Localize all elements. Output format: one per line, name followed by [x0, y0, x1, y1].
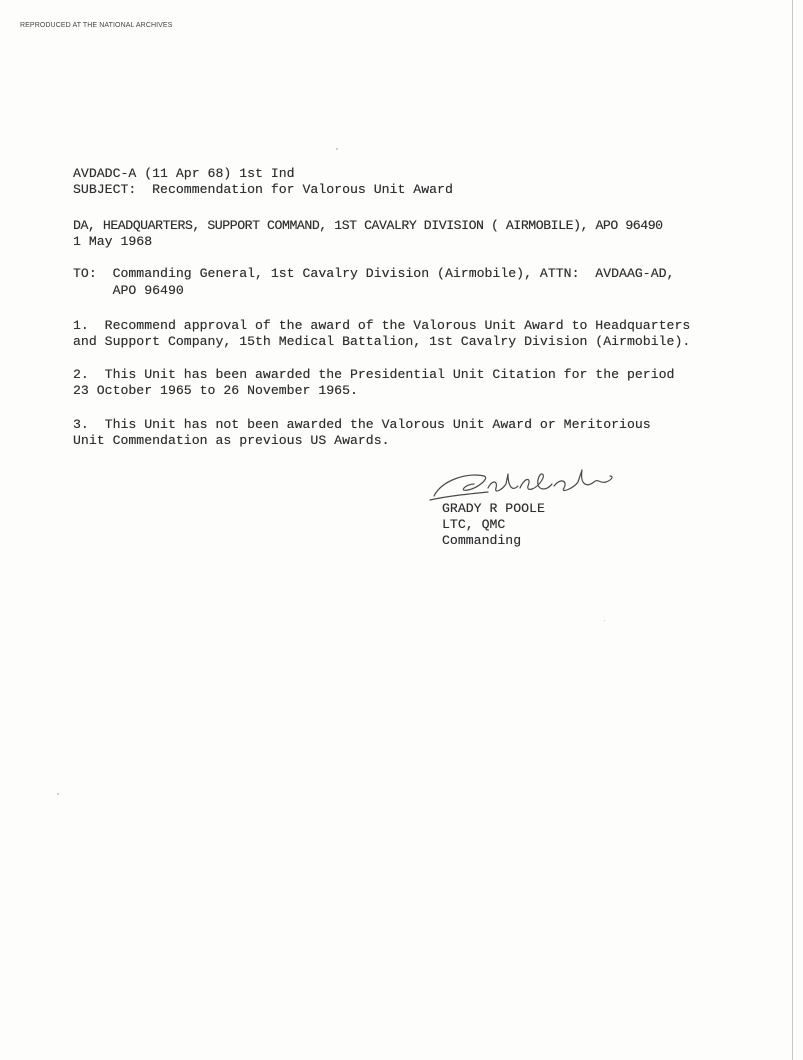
scan-speck — [604, 620, 605, 621]
page-edge-line — [792, 0, 793, 1060]
paragraph-2-line-1: 2. This Unit has been awarded the Presidential Unit Citation for the period — [73, 367, 675, 382]
paragraph-1-line-2: and Support Company, 15th Medical Battalion, 1st Cavalry Division (Airmobile). — [73, 334, 691, 349]
date-line: 1 May 1968 — [73, 234, 153, 249]
to-line: TO: Commanding General, 1st Cavalry Division (Airmobile), ATTN: AVDAAG-AD, — [73, 266, 675, 281]
paragraph-1-line-1: 1. Recommend approval of the award of the Valorous Unit Award to Headquarters — [73, 318, 691, 333]
signer-title: Commanding — [442, 533, 522, 548]
handwritten-signature — [428, 466, 628, 506]
signer-rank: LTC, QMC — [442, 517, 506, 532]
from-line: DA, HEADQUARTERS, SUPPORT COMMAND, 1ST CAVALRY DIVISION ( AIRMOBILE), APO 96490 — [73, 218, 663, 233]
paragraph-2-line-2: 23 October 1965 to 26 November 1965. — [73, 383, 358, 398]
paragraph-3-line-2: Unit Commendation as previous US Awards. — [73, 433, 390, 448]
scan-speck — [336, 148, 338, 150]
to-line-continued: APO 96490 — [73, 283, 184, 298]
paragraph-3-line-1: 3. This Unit has not been awarded the Valorous Unit Award or Meritorious — [73, 417, 651, 432]
subject-line: SUBJECT: Recommendation for Valorous Unit Award — [73, 182, 453, 197]
archive-stamp: REPRODUCED AT THE NATIONAL ARCHIVES — [20, 22, 173, 29]
endorsement-line: AVDADC-A (11 Apr 68) 1st Ind — [73, 166, 295, 181]
signer-name: GRADY R POOLE — [442, 501, 545, 516]
scan-speck — [57, 793, 59, 795]
